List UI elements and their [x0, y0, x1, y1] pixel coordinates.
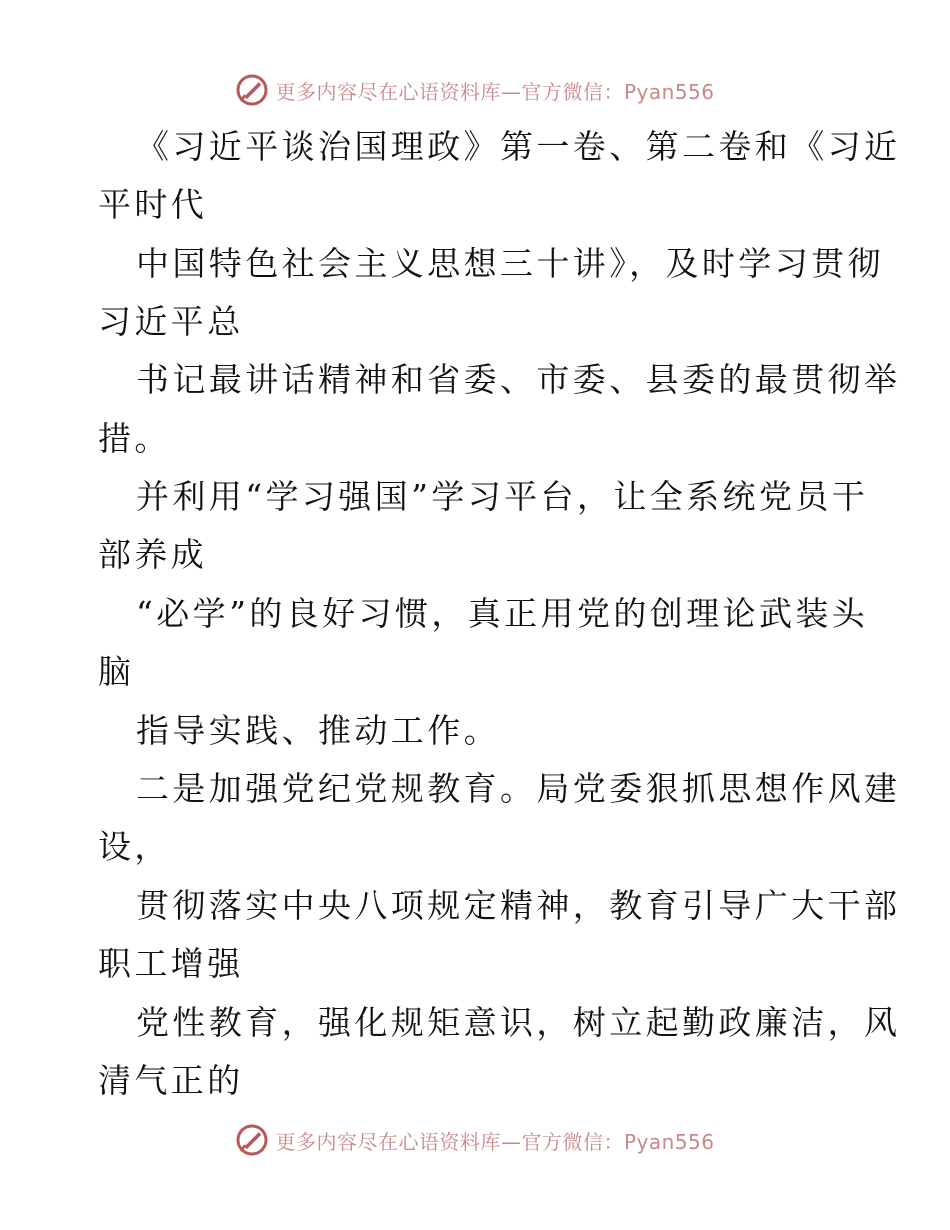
text-line: 设，	[98, 827, 171, 866]
text-line: 中国特色社会主义思想三十讲》，及时学习贯彻	[136, 244, 884, 283]
text-line: 指导实践、推动工作。	[136, 711, 500, 750]
text-line: 职工增强	[98, 944, 244, 983]
text-line: 党性教育，强化规矩意识，树立起勤政廉洁，风	[136, 1003, 901, 1042]
text-line: 书记最讲话精神和省委、市委、县委的最贯彻举	[136, 360, 901, 399]
text-line: 二是加强党纪党规教育。局党委狠抓思想作风建	[136, 769, 901, 808]
watermark-wechat-id: Pyan556	[623, 79, 715, 104]
quill-logo-icon	[235, 1123, 269, 1157]
text-line: 习近平总	[98, 302, 244, 341]
text-line: 清气正的	[98, 1061, 244, 1100]
watermark-text: 更多内容尽在心语资料库—官方微信：	[275, 1129, 624, 1154]
text-line: “必学”的良好习惯，真正用党的创理论武装头	[136, 594, 869, 633]
watermark-wechat-id: Pyan556	[623, 1129, 715, 1154]
text-line: 脑	[98, 652, 135, 691]
text-line: 部养成	[98, 535, 208, 574]
text-line: 措。	[98, 419, 171, 458]
text-line: 并利用“学习强国”学习平台，让全系统党员干	[136, 477, 869, 516]
text-line: 《习近平谈治国理政》第一卷、第二卷和《习近	[136, 127, 901, 166]
text-line: 贯彻落实中央八项规定精神，教育引导广大干部	[136, 886, 901, 925]
text-line: 平时代	[98, 185, 208, 224]
footer-watermark	[0, 1120, 950, 1160]
watermark-text: 更多内容尽在心语资料库—官方微信：	[275, 79, 624, 104]
